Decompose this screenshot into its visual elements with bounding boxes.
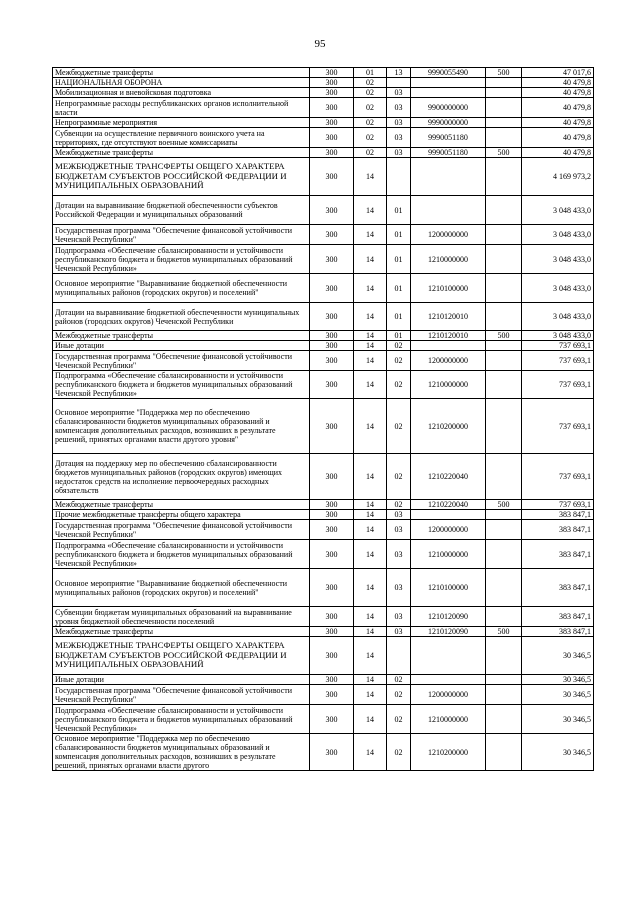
row-section-code: 02 xyxy=(354,88,387,98)
row-ministry-code: 300 xyxy=(310,607,354,627)
row-target-article-code: 1210220040 xyxy=(411,500,486,510)
row-subsection-code: 01 xyxy=(387,274,411,303)
row-name: Непрограммные расходы республиканских органов исполнительной власти xyxy=(53,98,310,118)
row-amount: 737 693,1 xyxy=(522,454,594,500)
row-expense-type-code xyxy=(486,245,522,274)
row-expense-type-code xyxy=(486,78,522,88)
row-name: Межбюджетные трансферты xyxy=(53,500,310,510)
row-name: Основное мероприятие "Выравнивание бюджетной обеспеченности муниципальных районов (городских округов) и поселений" xyxy=(53,274,310,303)
table-row xyxy=(53,196,594,225)
row-expense-type-code xyxy=(486,88,522,98)
table-row xyxy=(53,637,594,675)
row-amount: 3 048 433,0 xyxy=(522,245,594,274)
row-amount: 383 847,1 xyxy=(522,627,594,637)
row-target-article-code: 9990055490 xyxy=(411,68,486,78)
row-target-article-code xyxy=(411,196,486,225)
row-expense-type-code xyxy=(486,274,522,303)
table-row xyxy=(53,128,594,148)
table-row xyxy=(53,520,594,540)
row-expense-type-code xyxy=(486,399,522,454)
row-expense-type-code xyxy=(486,196,522,225)
row-target-article-code: 9900000000 xyxy=(411,98,486,118)
row-subsection-code xyxy=(387,637,411,675)
table-row xyxy=(53,675,594,685)
table-row xyxy=(53,705,594,734)
row-expense-type-code: 500 xyxy=(486,148,522,158)
row-name: Основное мероприятие "Поддержка мер по обеспечению сбалансированности бюджетов муниципальных образований и компенсация дополнительных расходов, возникших в результате решений, принятых органами власти другого xyxy=(53,734,310,771)
row-section-code: 14 xyxy=(354,540,387,569)
table-row xyxy=(53,510,594,520)
row-amount: 737 693,1 xyxy=(522,371,594,399)
table-row xyxy=(53,500,594,510)
row-name: Подпрограмма «Обеспечение сбалансированности и устойчивости республиканского бюджета и бюджетов муниципальных образований Чеченской Республики» xyxy=(53,371,310,399)
row-subsection-code xyxy=(387,78,411,88)
row-section-code: 14 xyxy=(354,351,387,371)
row-subsection-code: 03 xyxy=(387,148,411,158)
row-name: Государственная программа "Обеспечение финансовой устойчивости Чеченской Республики" xyxy=(53,351,310,371)
row-section-code: 14 xyxy=(354,705,387,734)
row-name: Государственная программа "Обеспечение финансовой устойчивости Чеченской Республики" xyxy=(53,225,310,245)
row-section-code: 01 xyxy=(354,68,387,78)
row-ministry-code: 300 xyxy=(310,341,354,351)
row-section-code: 14 xyxy=(354,371,387,399)
row-target-article-code: 1210000000 xyxy=(411,245,486,274)
row-amount: 47 017,6 xyxy=(522,68,594,78)
row-subsection-code: 02 xyxy=(387,351,411,371)
row-target-article-code: 1210200000 xyxy=(411,399,486,454)
row-expense-type-code xyxy=(486,705,522,734)
row-name: Мобилизационная и вневойсковая подготовка xyxy=(53,88,310,98)
row-section-code: 14 xyxy=(354,303,387,331)
row-name: Межбюджетные трансферты xyxy=(53,627,310,637)
row-expense-type-code xyxy=(486,158,522,196)
row-target-article-code: 9990051180 xyxy=(411,128,486,148)
row-section-code: 02 xyxy=(354,98,387,118)
row-target-article-code xyxy=(411,637,486,675)
row-expense-type-code xyxy=(486,118,522,128)
row-subsection-code: 02 xyxy=(387,341,411,351)
row-ministry-code: 300 xyxy=(310,68,354,78)
row-name: Государственная программа "Обеспечение финансовой устойчивости Чеченской Республики" xyxy=(53,520,310,540)
row-amount: 3 048 433,0 xyxy=(522,196,594,225)
row-subsection-code: 03 xyxy=(387,98,411,118)
page-number: 95 xyxy=(314,38,326,50)
row-section-code: 14 xyxy=(354,675,387,685)
table-row xyxy=(53,245,594,274)
row-target-article-code: 1210100000 xyxy=(411,569,486,607)
row-amount: 383 847,1 xyxy=(522,520,594,540)
row-subsection-code: 03 xyxy=(387,520,411,540)
row-amount: 3 048 433,0 xyxy=(522,331,594,341)
row-expense-type-code xyxy=(486,371,522,399)
row-subsection-code: 03 xyxy=(387,128,411,148)
row-amount: 383 847,1 xyxy=(522,540,594,569)
row-name: Непрограммные мероприятия xyxy=(53,118,310,128)
row-expense-type-code: 500 xyxy=(486,331,522,341)
table-row xyxy=(53,454,594,500)
row-ministry-code: 300 xyxy=(310,675,354,685)
table-row xyxy=(53,627,594,637)
row-section-code: 02 xyxy=(354,128,387,148)
row-subsection-code: 02 xyxy=(387,500,411,510)
row-subsection-code: 02 xyxy=(387,705,411,734)
row-expense-type-code xyxy=(486,128,522,148)
row-expense-type-code xyxy=(486,225,522,245)
row-amount: 40 479,8 xyxy=(522,98,594,118)
row-section-code: 14 xyxy=(354,500,387,510)
row-name: Подпрограмма «Обеспечение сбалансированности и устойчивости республиканского бюджета и бюджетов муниципальных образований Чеченской Республики» xyxy=(53,705,310,734)
row-section-code: 14 xyxy=(354,399,387,454)
row-ministry-code: 300 xyxy=(310,371,354,399)
row-expense-type-code xyxy=(486,685,522,705)
row-expense-type-code: 500 xyxy=(486,500,522,510)
row-subsection-code: 02 xyxy=(387,685,411,705)
row-section-code: 14 xyxy=(354,607,387,627)
row-ministry-code: 300 xyxy=(310,98,354,118)
row-name: Субвенции на осуществление первичного воинского учета на территориях, где отсутствуют военные комиссариаты xyxy=(53,128,310,148)
table-row xyxy=(53,158,594,196)
row-target-article-code xyxy=(411,675,486,685)
row-amount: 737 693,1 xyxy=(522,399,594,454)
row-amount: 40 479,8 xyxy=(522,78,594,88)
row-section-code: 02 xyxy=(354,78,387,88)
table-row xyxy=(53,98,594,118)
row-section-code: 14 xyxy=(354,454,387,500)
row-ministry-code: 300 xyxy=(310,274,354,303)
table-row xyxy=(53,341,594,351)
row-ministry-code: 300 xyxy=(310,128,354,148)
row-section-code: 14 xyxy=(354,274,387,303)
row-expense-type-code xyxy=(486,520,522,540)
row-ministry-code: 300 xyxy=(310,569,354,607)
row-subsection-code: 01 xyxy=(387,331,411,341)
row-ministry-code: 300 xyxy=(310,637,354,675)
row-amount: 3 048 433,0 xyxy=(522,225,594,245)
row-expense-type-code xyxy=(486,454,522,500)
row-section-code: 14 xyxy=(354,569,387,607)
row-subsection-code: 01 xyxy=(387,196,411,225)
row-section-code: 14 xyxy=(354,158,387,196)
row-ministry-code: 300 xyxy=(310,245,354,274)
row-name: Межбюджетные трансферты xyxy=(53,331,310,341)
table-row xyxy=(53,399,594,454)
row-ministry-code: 300 xyxy=(310,510,354,520)
row-amount: 30 346,5 xyxy=(522,705,594,734)
row-ministry-code: 300 xyxy=(310,500,354,510)
row-ministry-code: 300 xyxy=(310,303,354,331)
row-target-article-code: 1200000000 xyxy=(411,225,486,245)
row-amount: 30 346,5 xyxy=(522,675,594,685)
row-target-article-code: 1200000000 xyxy=(411,685,486,705)
row-name: Дотации на выравнивание бюджетной обеспеченности муниципальных районов (городских округов) Чеченской Республики xyxy=(53,303,310,331)
row-amount: 30 346,5 xyxy=(522,685,594,705)
row-subsection-code: 02 xyxy=(387,399,411,454)
table-row xyxy=(53,569,594,607)
table-row xyxy=(53,331,594,341)
row-target-article-code: 1210120010 xyxy=(411,303,486,331)
row-expense-type-code xyxy=(486,303,522,331)
row-target-article-code xyxy=(411,510,486,520)
row-subsection-code: 03 xyxy=(387,510,411,520)
row-name: МЕЖБЮДЖЕТНЫЕ ТРАНСФЕРТЫ ОБЩЕГО ХАРАКТЕРА БЮДЖЕТАМ СУБЪЕКТОВ РОССИЙСКОЙ ФЕДЕРАЦИИ И МУНИЦИПАЛЬНЫХ ОБРАЗОВАНИЙ xyxy=(53,158,310,196)
row-ministry-code: 300 xyxy=(310,225,354,245)
table-row xyxy=(53,148,594,158)
row-subsection-code xyxy=(387,158,411,196)
row-ministry-code: 300 xyxy=(310,148,354,158)
row-subsection-code: 02 xyxy=(387,734,411,771)
row-target-article-code: 1210120090 xyxy=(411,627,486,637)
row-target-article-code: 9990000000 xyxy=(411,118,486,128)
row-ministry-code: 300 xyxy=(310,158,354,196)
table-row xyxy=(53,685,594,705)
row-amount: 40 479,8 xyxy=(522,118,594,128)
row-target-article-code xyxy=(411,78,486,88)
row-name: Межбюджетные трансферты xyxy=(53,148,310,158)
table-row xyxy=(53,303,594,331)
row-section-code: 14 xyxy=(354,734,387,771)
row-subsection-code: 03 xyxy=(387,88,411,98)
row-name: Дотация на поддержку мер по обеспечению сбалансированности бюджетов муниципальных районов (городских округов) имеющих недостаток средств на исполнение первоочередных расходных обязательств xyxy=(53,454,310,500)
row-target-article-code: 1210120090 xyxy=(411,607,486,627)
row-section-code: 14 xyxy=(354,331,387,341)
row-target-article-code: 1210120010 xyxy=(411,331,486,341)
budget-table xyxy=(52,67,594,771)
row-subsection-code: 03 xyxy=(387,607,411,627)
row-ministry-code: 300 xyxy=(310,627,354,637)
row-amount: 383 847,1 xyxy=(522,607,594,627)
row-subsection-code: 01 xyxy=(387,303,411,331)
row-amount: 737 693,1 xyxy=(522,500,594,510)
row-section-code: 14 xyxy=(354,520,387,540)
row-name: Иные дотации xyxy=(53,675,310,685)
row-subsection-code: 02 xyxy=(387,371,411,399)
row-section-code: 14 xyxy=(354,196,387,225)
row-ministry-code: 300 xyxy=(310,454,354,500)
row-expense-type-code xyxy=(486,510,522,520)
row-amount: 4 169 973,2 xyxy=(522,158,594,196)
row-ministry-code: 300 xyxy=(310,196,354,225)
row-target-article-code: 1210100000 xyxy=(411,274,486,303)
row-target-article-code xyxy=(411,88,486,98)
row-name: Субвенции бюджетам муниципальных образований на выравнивание уровня бюджетной обеспеченности поселений xyxy=(53,607,310,627)
row-section-code: 14 xyxy=(354,225,387,245)
row-amount: 383 847,1 xyxy=(522,569,594,607)
row-amount: 30 346,5 xyxy=(522,734,594,771)
row-ministry-code: 300 xyxy=(310,399,354,454)
table-row xyxy=(53,607,594,627)
row-amount: 30 346,5 xyxy=(522,637,594,675)
row-amount: 3 048 433,0 xyxy=(522,274,594,303)
row-name: Основное мероприятие "Поддержка мер по обеспечению сбалансированности бюджетов муниципальных образований и компенсация дополнительных расходов, возникших в результате решений, принятых органами власти другого уровня" xyxy=(53,399,310,454)
row-expense-type-code xyxy=(486,540,522,569)
row-section-code: 14 xyxy=(354,627,387,637)
row-subsection-code: 01 xyxy=(387,245,411,274)
table-row xyxy=(53,274,594,303)
row-expense-type-code xyxy=(486,637,522,675)
row-ministry-code: 300 xyxy=(310,520,354,540)
row-name: НАЦИОНАЛЬНАЯ ОБОРОНА xyxy=(53,78,310,88)
row-section-code: 14 xyxy=(354,685,387,705)
table-row xyxy=(53,540,594,569)
row-expense-type-code xyxy=(486,734,522,771)
row-section-code: 02 xyxy=(354,148,387,158)
row-name: МЕЖБЮДЖЕТНЫЕ ТРАНСФЕРТЫ ОБЩЕГО ХАРАКТЕРА БЮДЖЕТАМ СУБЪЕКТОВ РОССИЙСКОЙ ФЕДЕРАЦИИ И МУНИЦИПАЛЬНЫХ ОБРАЗОВАНИЙ xyxy=(53,637,310,675)
row-target-article-code: 1210000000 xyxy=(411,371,486,399)
row-amount: 40 479,8 xyxy=(522,148,594,158)
row-subsection-code: 03 xyxy=(387,627,411,637)
row-ministry-code: 300 xyxy=(310,685,354,705)
row-target-article-code: 1200000000 xyxy=(411,520,486,540)
row-target-article-code xyxy=(411,158,486,196)
row-expense-type-code xyxy=(486,351,522,371)
row-name: Иные дотации xyxy=(53,341,310,351)
table-row xyxy=(53,68,594,78)
row-amount: 737 693,1 xyxy=(522,351,594,371)
row-name: Межбюджетные трансферты xyxy=(53,68,310,78)
table-row xyxy=(53,351,594,371)
table-row xyxy=(53,78,594,88)
row-name: Прочие межбюджетные трансферты общего характера xyxy=(53,510,310,520)
row-name: Основное мероприятие "Выравнивание бюджетной обеспеченности муниципальных районов (городских округов) и поселений" xyxy=(53,569,310,607)
row-section-code: 14 xyxy=(354,510,387,520)
row-expense-type-code xyxy=(486,607,522,627)
row-amount: 737 693,1 xyxy=(522,341,594,351)
row-name: Подпрограмма «Обеспечение сбалансированности и устойчивости республиканского бюджета и бюджетов муниципальных образований Чеченской Республики» xyxy=(53,540,310,569)
row-ministry-code: 300 xyxy=(310,705,354,734)
table-row xyxy=(53,371,594,399)
row-expense-type-code xyxy=(486,341,522,351)
row-ministry-code: 300 xyxy=(310,118,354,128)
row-ministry-code: 300 xyxy=(310,88,354,98)
row-subsection-code: 03 xyxy=(387,118,411,128)
row-amount: 383 847,1 xyxy=(522,510,594,520)
row-target-article-code xyxy=(411,341,486,351)
row-expense-type-code xyxy=(486,98,522,118)
table-row xyxy=(53,88,594,98)
row-section-code: 14 xyxy=(354,637,387,675)
row-expense-type-code xyxy=(486,569,522,607)
row-target-article-code: 1210220040 xyxy=(411,454,486,500)
row-target-article-code: 1200000000 xyxy=(411,351,486,371)
row-name: Подпрограмма «Обеспечение сбалансированности и устойчивости республиканского бюджета и бюджетов муниципальных образований Чеченской Республики» xyxy=(53,245,310,274)
row-subsection-code: 02 xyxy=(387,675,411,685)
row-amount: 40 479,8 xyxy=(522,128,594,148)
row-name: Дотации на выравнивание бюджетной обеспеченности субъектов Российской Федерации и муниципальных образований xyxy=(53,196,310,225)
row-subsection-code: 03 xyxy=(387,540,411,569)
row-ministry-code: 300 xyxy=(310,78,354,88)
row-ministry-code: 300 xyxy=(310,331,354,341)
row-subsection-code: 02 xyxy=(387,454,411,500)
row-ministry-code: 300 xyxy=(310,734,354,771)
row-section-code: 14 xyxy=(354,341,387,351)
row-ministry-code: 300 xyxy=(310,351,354,371)
row-subsection-code: 03 xyxy=(387,569,411,607)
row-expense-type-code: 500 xyxy=(486,627,522,637)
row-section-code: 02 xyxy=(354,118,387,128)
row-target-article-code: 1210000000 xyxy=(411,540,486,569)
row-name: Государственная программа "Обеспечение финансовой устойчивости Чеченской Республики" xyxy=(53,685,310,705)
table-row xyxy=(53,118,594,128)
row-expense-type-code xyxy=(486,675,522,685)
table-row xyxy=(53,734,594,771)
table-row xyxy=(53,225,594,245)
row-section-code: 14 xyxy=(354,245,387,274)
row-subsection-code: 01 xyxy=(387,225,411,245)
row-amount: 40 479,8 xyxy=(522,88,594,98)
row-amount: 3 048 433,0 xyxy=(522,303,594,331)
row-target-article-code: 9990051180 xyxy=(411,148,486,158)
row-target-article-code: 1210000000 xyxy=(411,705,486,734)
row-target-article-code: 1210200000 xyxy=(411,734,486,771)
row-ministry-code: 300 xyxy=(310,540,354,569)
row-subsection-code: 13 xyxy=(387,68,411,78)
row-expense-type-code: 500 xyxy=(486,68,522,78)
